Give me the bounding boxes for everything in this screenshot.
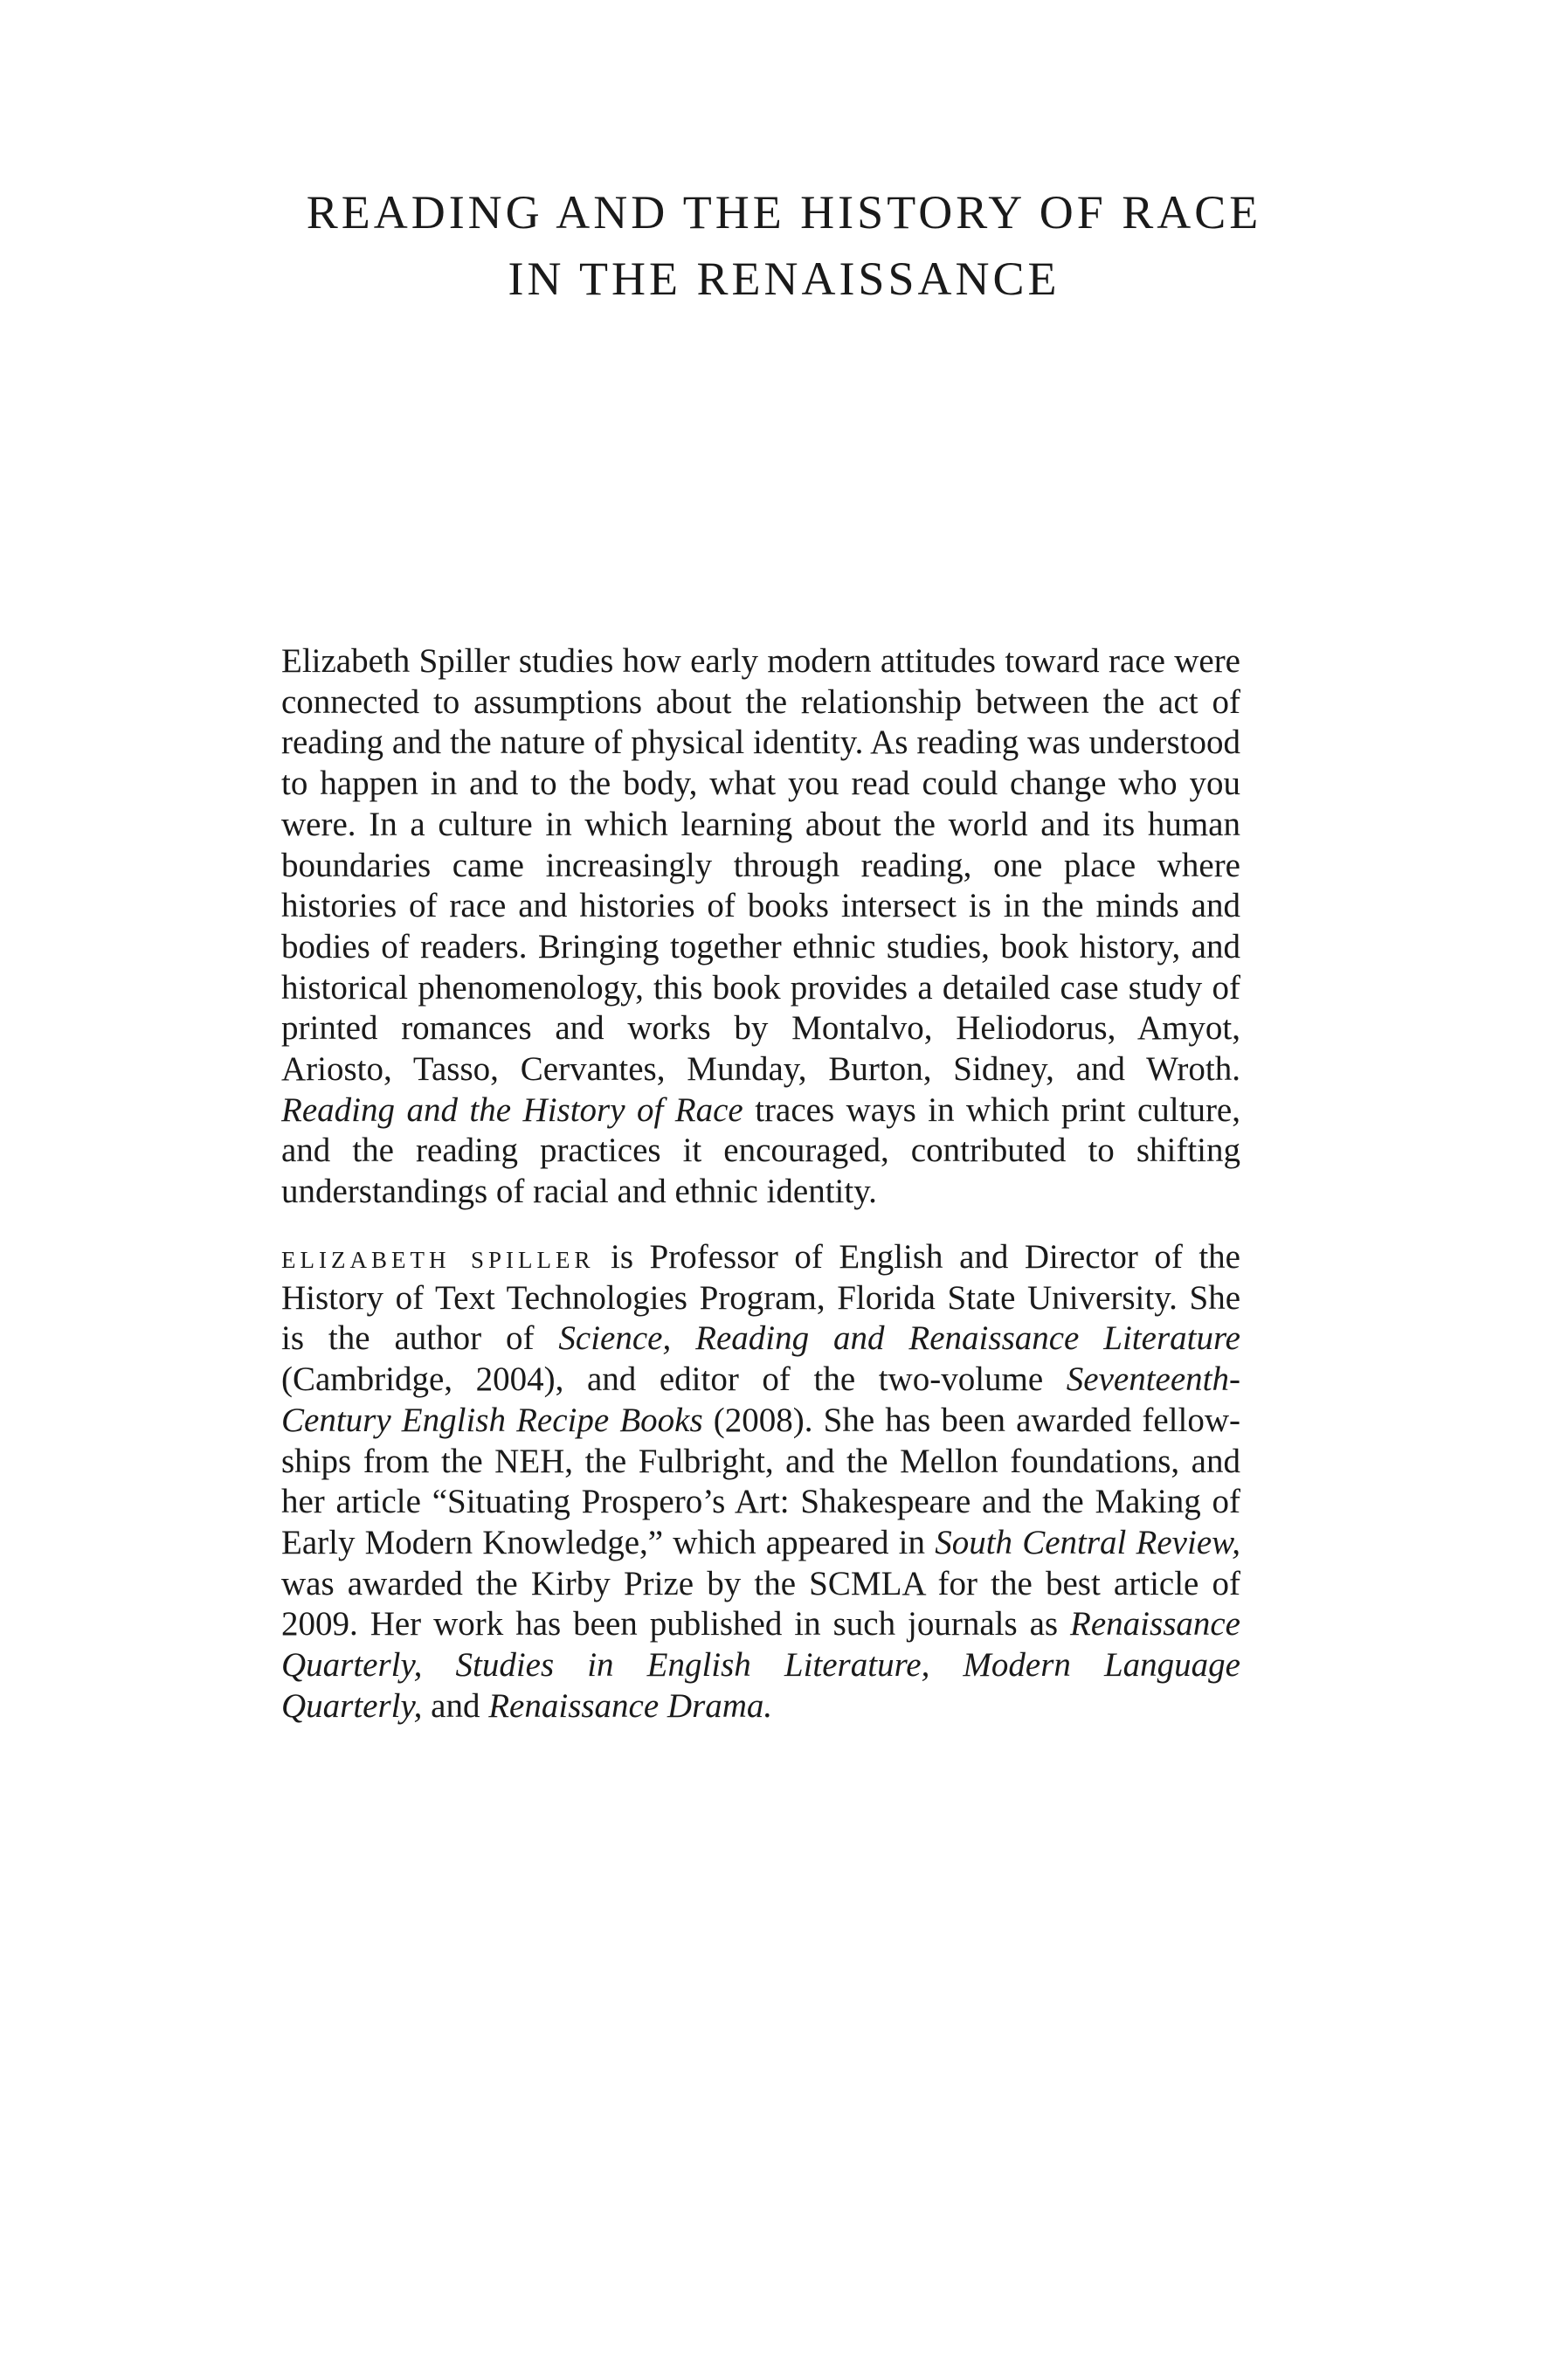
book-title-heading — [245, 179, 1323, 312]
description-book-title: Reading and the History of Race — [281, 1090, 743, 1129]
bio-journal-1: South Central Review, — [935, 1523, 1240, 1561]
bio-book-1: Science, Reading and Renaissance Literature — [558, 1319, 1240, 1358]
bio-journal-3: Renaissance Drama. — [488, 1686, 773, 1725]
bio-text-5: and — [422, 1686, 489, 1725]
bio-text-3: (2008). She has been awarded fellowships from the NEH, the Fulbright, and the Mellon foundations, and her article “Situating Prospero’s Art: Shakespeare and the Making of Early Modern Knowledge,” which appeared in — [281, 1401, 1241, 1561]
title-line-2: IN THE RENAISSANCE — [508, 253, 1060, 305]
author-name: elizabeth spiller — [281, 1238, 595, 1276]
author-bio — [281, 1237, 1240, 1727]
bio-book-2: Seventeenth-Century English Recipe Books — [281, 1360, 1240, 1439]
bio-text-1: is Professor of English and Director of the History of Text Technologies Program, Florida State University. She is the author of — [281, 1238, 1240, 1358]
description-text-2: traces ways in which print culture, and the reading practices it encouraged, contributed to shifting understandings of racial and ethnic identity. — [281, 1090, 1240, 1211]
bio-text-4: was awarded the Kirby Prize by the SCMLA for the best article of 2009. Her work has been published in such journals as — [281, 1564, 1240, 1644]
title-line-1: READING AND THE HISTORY OF RACE — [306, 186, 1262, 239]
book-description — [281, 641, 1240, 1213]
description-text-1: Elizabeth Spiller studies how early modern attitudes toward race were connected to assumptions about the relationship between the act of reading and the nature of physical identity. As reading was understood to happen in and to the body, what you read could change who you were. In a culture in which learning about the world and its human boundaries came increasingly through reading, one place where histories of race and histories of books intersect is in the minds and bodies of readers. Bringing together ethnic studies, book history, and historical phenomenology, this book provides a detailed case study of printed romances and works by Montalvo, Heliodorus, Amyot, Ariosto, Tasso, Cervantes, Munday, Burton, Sidney, and Wroth. — [281, 642, 1240, 1089]
bio-journal-2: Renaissance Quarterly, Studies in English Literature, Modern Language Quarterly, — [281, 1605, 1240, 1725]
bio-text-2: (Cambridge, 2004), and editor of the two-volume — [281, 1360, 1067, 1399]
